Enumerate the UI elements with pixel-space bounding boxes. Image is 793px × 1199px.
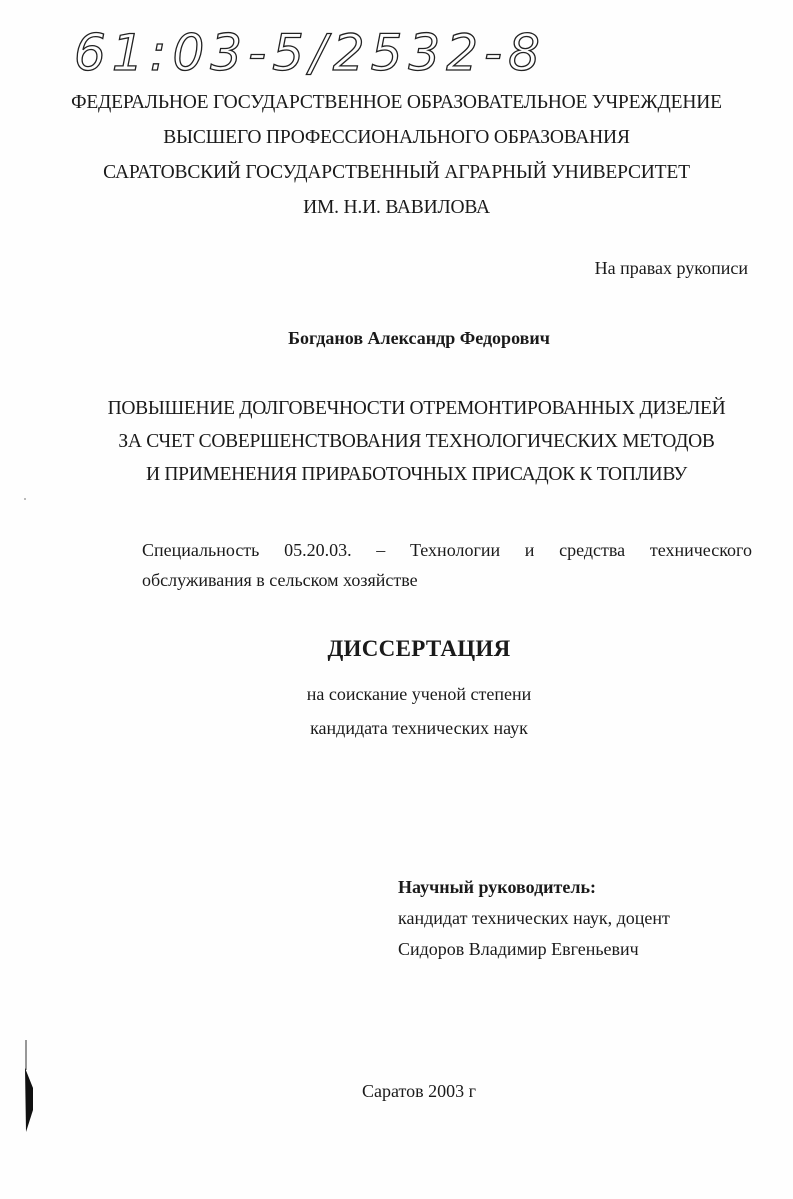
rights-note: На правах рукописи xyxy=(594,258,748,278)
specialty-word: технического xyxy=(649,540,752,560)
specialty-word: Технологии xyxy=(410,540,501,560)
scan-speck xyxy=(24,498,26,500)
scan-binding-mark xyxy=(22,1040,36,1140)
institution-line-3: САРАТОВСКИЙ ГОСУДАРСТВЕННЫЙ АГРАРНЫЙ УНИВЕРСИТЕТ xyxy=(103,162,690,183)
place-year: Саратов 2003 г xyxy=(361,1081,477,1101)
advisor-block xyxy=(398,872,670,965)
institution-line-4: ИМ. Н.И. ВАВИЛОВА xyxy=(303,197,490,218)
handwritten-catalog-number xyxy=(70,10,630,90)
specialty-word: – xyxy=(376,540,386,560)
title-line-3: И ПРИМЕНЕНИЯ ПРИРАБОТОЧНЫХ ПРИСАДОК К ТОПЛИВУ xyxy=(146,464,687,485)
handwritten-number-text: 61:03-5/2532-8 xyxy=(74,24,546,82)
specialty-word: и xyxy=(524,540,535,560)
specialty-line-2: обслуживания в сельском хозяйстве xyxy=(142,570,418,590)
specialty-word: 05.20.03. xyxy=(284,540,352,560)
title-line-2: ЗА СЧЕТ СОВЕРШЕНСТВОВАНИЯ ТЕХНОЛОГИЧЕСКИХ МЕТОДОВ xyxy=(118,431,715,452)
advisor-name: Сидоров Владимир Евгеньевич xyxy=(398,939,639,959)
title-line-1: ПОВЫШЕНИЕ ДОЛГОВЕЧНОСТИ ОТРЕМОНТИРОВАННЫХ ДИЗЕЛЕЙ xyxy=(107,398,726,419)
advisor-label: Научный руководитель: xyxy=(398,877,596,897)
degree-line-1: на соискание ученой степени xyxy=(306,684,532,704)
institution-line-2: ВЫСШЕГО ПРОФЕССИОНАЛЬНОГО ОБРАЗОВАНИЯ xyxy=(163,127,630,148)
dissertation-heading: ДИССЕРТАЦИЯ xyxy=(327,636,511,661)
advisor-degree: кандидат технических наук, доцент xyxy=(398,908,670,928)
author-name: Богданов Александр Федорович xyxy=(288,328,550,348)
institution-header xyxy=(40,85,753,225)
degree-line-2: кандидата технических наук xyxy=(310,718,528,738)
specialty-word: средства xyxy=(559,540,626,560)
dissertation-title xyxy=(60,392,773,491)
institution-line-1: ФЕДЕРАЛЬНОЕ ГОСУДАРСТВЕННОЕ ОБРАЗОВАТЕЛЬНОЕ УЧРЕЖДЕНИЕ xyxy=(71,92,722,113)
degree-block xyxy=(0,677,793,745)
specialty-block xyxy=(142,535,752,595)
specialty-word: Специальность xyxy=(142,540,260,560)
specialty-line-1 xyxy=(142,535,752,565)
